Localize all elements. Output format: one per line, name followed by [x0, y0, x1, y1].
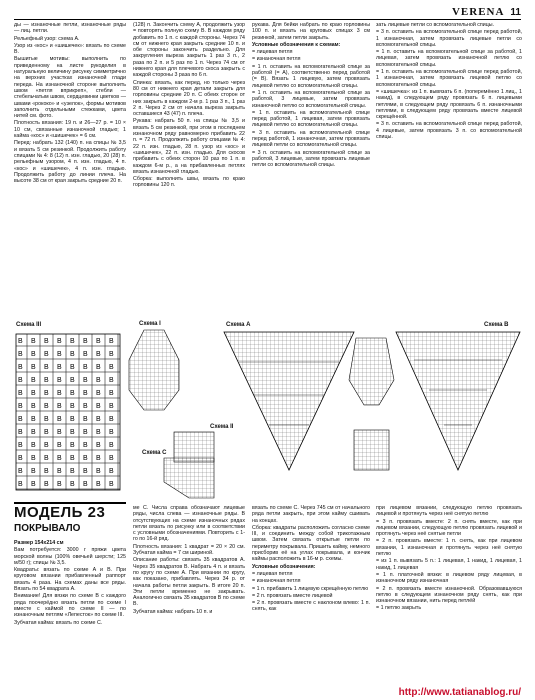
schema-2-motif: [174, 432, 214, 462]
schema-1-motif: [129, 330, 179, 410]
paragraph: Зубчатая кайма: набрать 10 п. и: [133, 608, 213, 615]
knitting-diagrams: [14, 320, 522, 500]
paragraph: вязать по схеме C. Через 745 см от начального ряда петли закрыть, при этом кайму сшивать на концах.: [252, 505, 370, 524]
text-column-3: [252, 22, 370, 312]
paragraph: = лицевая петля: [252, 49, 293, 56]
schema-3-grid: [16, 334, 120, 490]
paragraph: Вышитые мотивы: выполнить по приведенному на листе рукоделия в натуральную величину рисунку симметрично на верхних участках изнаночной глади переда. На изнаночной стороне выполнить швом «петля вприкреп», стебли — стебельчатым швом, сердцевинки цветков — швами «рококо» и «узелок», формы мотивов заполнить отдельными стежками, цвета нитей см. фото.: [14, 56, 126, 120]
paragraph: ды — изнаночные петли, изнаночные ряды — лиц. петли.: [14, 22, 126, 35]
paragraph: зать лицевые петли со вспомогательной спицы.: [376, 22, 495, 28]
paragraph: = 2 п. провязать вместе лицевой: [252, 592, 333, 599]
paragraph: Плотность вязания: 19 п. и 26—27 р. = 10 × 10 см, связанные изнаночной гладью; 1 кайма «кос» и «шишечек» = 6 см.: [14, 120, 126, 140]
paragraph: = 3 п. провязать вместе: 2 п. снять вместе, как при лицевом вязании, следующую петлю провязать лицевой и протянуть через неё снятые петли: [376, 518, 522, 538]
paragraph: ме C. Числа справа обозначают лицевые ряды, числа слева — изнаночные ряды. В отсутствующих на схеме изнаночных рядах петли вязать по рисунку или в соответствии с условными обозначениями. Повторить с 1-го по 16-й ряд.: [133, 505, 245, 543]
paragraph: = «шишечка»: из 1 п. вывязать 6 п. (поперемённо 1 лиц., 1 накид), в следующем ряду провязать 6 п. лицевыми петлями, в следующем ряду провязать 6 п. изнаночными петлями, в следующем ряду провязать вместе лицевой скрещённой.: [376, 88, 522, 121]
paragraph: = лицевая петля: [252, 570, 293, 577]
paragraph: Размер 154x214 см: [14, 540, 64, 546]
paragraph: = изнаночная петля: [252, 578, 301, 585]
paragraph: = 1 п. оставить на вспомогательной спице перед работой, 1 лицевая, затем провязать лицевой петлю со вспомогательной спицы.: [252, 109, 370, 129]
page-number: 11: [510, 7, 521, 18]
paragraph: рукава. Для бейки набрать по краю горловины 100 п. и вязать на круговых спицах 3 см резинкой, затем петли закрыть.: [252, 22, 370, 41]
bottom-text-column-3: [252, 505, 370, 690]
schema-b-triangle: [396, 332, 520, 470]
paragraph: = 2 п. провязать вместе: 1 п. снять, как при лицевом вязании, 1 изнаночная и протянуть через неё снятую петлю: [376, 538, 522, 558]
paragraph: Рукава: набрать 50 п. на спицы № 3,5 и вязать 5 см резинкой, при этом в последнем изнаночном ряду равномерно прибавить 22 п. = 72 п. Продолжить работу спицами № 4: 22 п. изн. гладью, 28 п. узор из «кос» и «шишечек», 22 п. изн. гладью. Для скосов прибавить с обеих сторон 10 раз по 1 п. в каждом 6-м р., а на прибавленных петлях вязать изнаночной гладью.: [133, 118, 245, 175]
paragraph: Рельефный узор: схема A.: [14, 35, 80, 42]
paragraph: Перед: набрать 132 (140) п. на спицы № 3,5 и вязать 5 см резинкой. Продолжить работу спицами № 4: 8 (12) п. изн. гладью, 20 (28) п. рельефным узором, 4 п. изн. гладью, 4 п. «кос» и «шишечек», 4 п. изн. гладью. Продолжить работу до линии плеча. На высоте 38 см от края закрыть средние 20 п.: [14, 140, 126, 185]
site-watermark[interactable]: http://www.tatianablog.ru/: [398, 687, 521, 698]
paragraph: при лицевом вязании, следующую петлю провязать лицевой и протянуть через неё снятую петлю: [376, 505, 522, 518]
text-column-1: [14, 22, 126, 312]
paragraph: = 3 п. оставить на вспомогательной спице за работой, 3 лицевые, затем провязать лицевые петли со вспомогательной спицы.: [252, 149, 370, 169]
schema-2-label: Схема II: [210, 424, 234, 430]
paragraph: Зубчатая кайма: вязать по схеме C.: [14, 619, 103, 626]
magazine-brand: VERENA: [451, 6, 505, 18]
paragraph: = 3 п. оставить на вспомогательной спице перед работой, 1 изнаночная, затем провязать лицевые петли со вспомогательной спицы.: [376, 29, 522, 48]
paragraph: Спинка: вязать, как перед, но только через 80 см от нижнего края детали закрыть для горловины средние 20 п. С обеих сторон от них закрыть в каждом 2-м р. 1 раз 3 п., 1 раз 2 п. Через 2 см от начала выреза закрыть оставшиеся 43 (47) п. плеча.: [133, 79, 245, 118]
schema-motif-bottom: [354, 430, 389, 470]
paragraph: = 3 п. оставить на вспомогательной спице перед работой, 1 изнаночная, затем провязать лицевой петли со вспомогательной спицы.: [252, 129, 370, 149]
schema-a-triangle: [224, 332, 354, 470]
paragraph: Квадраты: вязать по схеме A и B. При круговом вязании прибавленный раппорт вязать 4 раза. На схемах даны все ряды. Вязать по 54 квадрата A.: [14, 567, 126, 593]
text-column-4: [376, 22, 522, 312]
paragraph: = 1 п. оставить на вспомогательной спице перед работой, 1 изнаночная, затем провязать лицевой петлю со вспомогательной спицы.: [376, 69, 522, 88]
page-header: [452, 6, 521, 18]
paragraph: = 1 п. оставить на вспомогательной спице за работой, 3 лицевые, затем провязать изнаночной петлю со вспомогательной спицы.: [252, 89, 370, 109]
bottom-text-column-2: [133, 505, 245, 690]
bottom-text-column-1: [14, 540, 126, 690]
paragraph: = 1 петлю закрыть: [376, 605, 422, 612]
paragraph: Внимание! Для вязки по схеме B с каждого ряда поочерёдно вязать петли по схеме I вместе с каймой по схеме II — по изнаночным петлям «Лепесток» по схеме III.: [14, 593, 126, 619]
paragraph: Узор из «кос» и «шишечек»: вязать по схеме B.: [14, 42, 126, 56]
bottom-text-column-4: [376, 505, 522, 680]
model-number: МОДЕЛЬ 23: [14, 504, 106, 521]
schema-c-border: [164, 458, 214, 498]
schema-c-label: Схема C: [142, 450, 167, 456]
paragraph: Сборка: квадраты расположить согласно схеме III, и соединить между собой трикотажным швом. Затем связать открытые петли по периметру покрывала. Пришить кайму, немного присборив её на углах покрывала, и кончик каймы расположить в 16-м р. схемы.: [252, 524, 370, 563]
paragraph: = изнаночная петля: [252, 56, 301, 63]
paragraph: = из 1 п. вывязать 5 п.: 1 лицевая, 1 накид, 1 лицевая, 1 накид, 1 лицевая: [376, 558, 522, 571]
paragraph: Сборка: выполнить швы, вязать по краю горловины 120 п.: [133, 176, 245, 189]
paragraph: = 2 п. провязать вместе с наклоном влево: 1 п. снять, как: [252, 600, 370, 613]
paragraph: = 1 п. оставить на вспомогательной спице за работой (= A), соответственно перед работой (= B). Вязать 1 лицевую, затем провязать лицевой петлю со вспомогательной спицы.: [252, 63, 370, 89]
schema-motif-small: [349, 338, 394, 405]
schema-a-label: Схема A: [226, 322, 251, 328]
paragraph: Описание работы: связать 35 квадратов A. Через 35 квадратов B. Набрать 4 п. и вязать по кругу по схеме A. При вязании по кругу, как показано, прибавлять. Через 34 р. от начала работы петли закрыть. В итоге 20 п. Эти петли временно не закрывать. Аналогично связать 35 квадратов B по схеме B.: [133, 557, 245, 608]
text-column-2: [133, 22, 245, 312]
paragraph: Условные обозначения к схемам:: [252, 41, 341, 48]
paragraph: = 1 п. оставить на вспомогательной спице за работой, 1 лицевая, затем провязать изнаночной петлю со вспомогательной спицы.: [376, 49, 522, 68]
paragraph: = 3 п. оставить на вспомогательной спице перед работой, 4 лицевые, затем провязать 3 п. со вспомогательной спицы.: [376, 121, 522, 141]
header-rule: [14, 19, 521, 20]
paragraph: = 1 п. прибавить 1 лицевую скрещённую петлю: [252, 585, 369, 592]
diagrams-svg: [14, 320, 522, 500]
model-heading: [14, 500, 126, 534]
model-name: ПОКРЫВАЛО: [14, 523, 81, 534]
paragraph: Вам потребуется: 3000 г пряжи цвета морской волны (100% овечьей шерсти; 125 м/50 г); спицы № 3,5.: [14, 547, 126, 566]
paragraph: = 1 п. платочной вязки: в лицевом ряду лицевая, в изнаночном ряду изнаночная: [376, 571, 522, 585]
paragraph: Условные обозначения:: [252, 563, 316, 570]
paragraph: Плотность вязания: 1 квадрат = 20 × 20 см. Зубчатая кайма = 7 см шириной.: [133, 543, 245, 557]
schema-b-label: Схема B: [484, 322, 509, 328]
schema-3-label: Схема III: [16, 322, 42, 328]
schema-1-label: Схема I: [139, 321, 161, 327]
paragraph: (128) п. Закончить схему A, продолжить узор = повторять полную схему B. В каждом ряду добавить по 1 п. с каждой стороны. Через 74 см от нижнего края закрыть средние 10 п. и обе стороны закончить раздельно. Для закругления выреза закрыть 1 раз 3 п., 2 раза по 2 п. и 5 раз по 1 п. Через 74 см от нижнего края для плечевого скоса закрыть с каждой стороны 3 раза по 6 п.: [133, 22, 245, 79]
paragraph: = 2 п. провязать вместе изнаночной. Образовавшуюся петлю в следующем изнаночном ряду снять, как при изнаночном вязании, нить перед петлёй: [376, 585, 522, 605]
